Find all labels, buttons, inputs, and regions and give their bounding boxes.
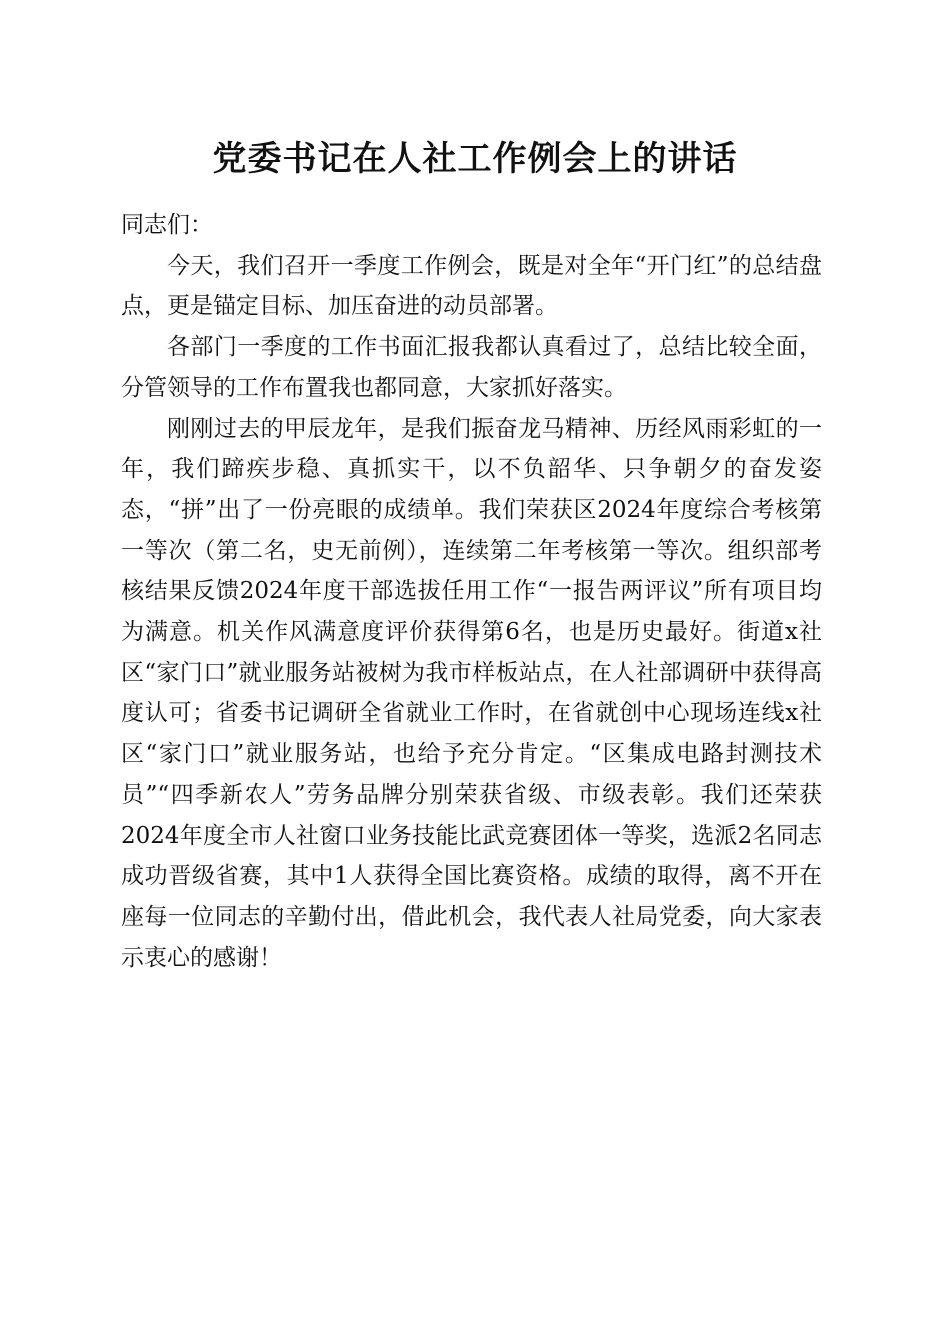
salutation: 同志们： (121, 212, 213, 238)
paragraph-3: 刚刚过去的甲辰龙年，是我们振奋龙马精神、历经风雨彩虹的一年，我们蹄疾步稳、真抓实干，以不负韶华、只争朝夕的奋发姿态，“拼”出了一份亮眼的成绩单。我们荣获区2024年度综合考核第一等次（第二名，史无前例），连续第二年考核第一等次。组织部考核结果反馈2024年度干部选拔任用工作“一报告两评议”所有项目均为满意。机关作风满意度评价获得第6名，也是历史最好。街道x社区“家门口”就业服务站被树为我市样板站点，在人社部调研中获得高度认可；省委书记调研全省就业工作时，在省就创中心现场连线x社区“家门口”就业服务站，也给予充分肯定。“区集成电路封测技术员”“四季新农人”劳务品牌分别荣获省级、市级表彰。我们还荣获2024年度全市人社窗口业务技能比武竞赛团体一等奖，选派2名同志成功晋级省赛，其中1人获得全国比赛资格。成绩的取得，离不开在座每一位同志的辛勤付出，借此机会，我代表人社局党委，向大家表示衷心的感谢！ (121, 415, 822, 971)
paragraph-2: 各部门一季度的工作书面汇报我都认真看过了，总结比较全面，分管领导的工作布置我也都同意，大家抓好落实。 (121, 334, 822, 401)
document-title: 党委书记在人社工作例会上的讲话 (212, 139, 738, 179)
paragraph-1: 今天，我们召开一季度工作例会，既是对全年“开门红”的总结盘点，更是锚定目标、加压奋进的动员部署。 (121, 252, 822, 320)
document-body (121, 205, 822, 978)
